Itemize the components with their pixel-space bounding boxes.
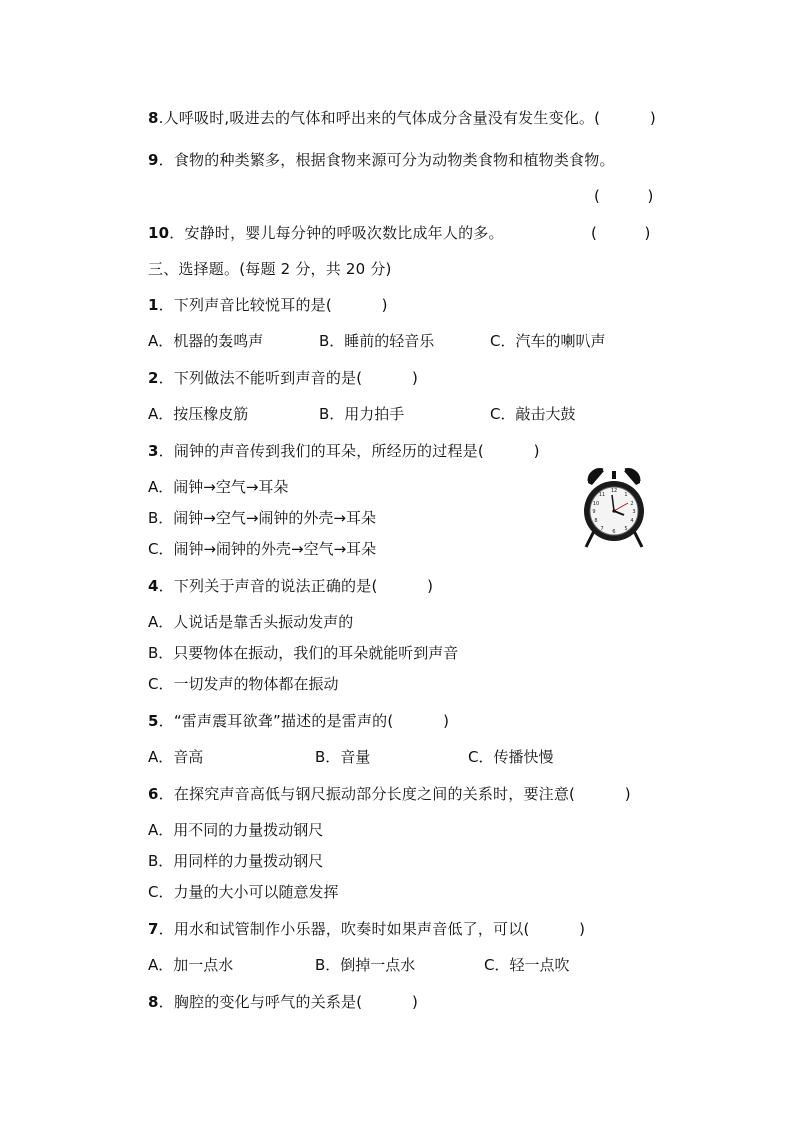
item-number: 6 <box>148 785 159 803</box>
option-a: A．机器的轰鸣声 <box>148 332 264 350</box>
svg-text:9: 9 <box>592 509 596 515</box>
tf-item-10-blank: ( ) <box>591 224 651 242</box>
tf-item-9-blank: ( ) <box>594 187 654 205</box>
option-c: C．一切发声的物体都在振动 <box>148 675 339 693</box>
svg-text:7: 7 <box>600 526 604 532</box>
option-b: B．只要物体在振动，我们的耳朵就能听到声音 <box>148 644 459 662</box>
question-stem: ．用水和试管制作小乐器，吹奏时如果声音低了，可以( ) <box>158 920 586 938</box>
option-b: B．倒掉一点水 <box>315 956 416 974</box>
question-8 <box>148 992 418 1012</box>
option-c: C．力量的大小可以随意发挥 <box>148 883 339 901</box>
option-a: A．加一点水 <box>148 956 234 974</box>
item-number: 1 <box>148 296 159 314</box>
option-a: A．按压橡皮筋 <box>148 405 249 423</box>
svg-text:12: 12 <box>610 488 618 494</box>
item-number: 3 <box>148 442 159 460</box>
question-stem: ．闹钟的声音传到我们的耳朵，所经历的过程是( ) <box>158 442 540 460</box>
question-stem: ．下列关于声音的说法正确的是( ) <box>158 577 434 595</box>
tf-item-10 <box>148 223 504 243</box>
tf-item-9 <box>148 150 615 170</box>
question-7 <box>148 919 585 939</box>
svg-text:1: 1 <box>624 492 628 498</box>
svg-text:3: 3 <box>632 509 636 515</box>
svg-text:5: 5 <box>624 526 628 532</box>
section-heading: 三、选择题。(每题 2 分，共 20 分) <box>148 260 392 278</box>
svg-text:11: 11 <box>598 492 606 498</box>
item-number: 4 <box>148 577 159 595</box>
question-1 <box>148 295 388 315</box>
question-5 <box>148 711 449 731</box>
question-stem: ．胸腔的变化与呼气的关系是( ) <box>158 993 419 1011</box>
option-a: A．人说话是靠舌头振动发声的 <box>148 613 354 631</box>
question-stem: ．下列做法不能听到声音的是( ) <box>158 369 419 387</box>
svg-text:8: 8 <box>594 518 598 524</box>
svg-text:2: 2 <box>630 501 634 507</box>
question-stem: ．下列声音比较悦耳的是( ) <box>158 296 388 314</box>
option-a: A．闹钟→空气→耳朵 <box>148 478 289 496</box>
option-b: B．用力拍手 <box>319 405 405 423</box>
option-a: A．音高 <box>148 748 204 766</box>
option-c: C．闹钟→闹钟的外壳→空气→耳朵 <box>148 540 377 558</box>
option-c: C．轻一点吹 <box>484 956 570 974</box>
option-c: C．敲击大鼓 <box>490 405 576 423</box>
question-3 <box>148 441 540 461</box>
item-text: .人呼吸时,吸进去的气体和呼出来的气体成分含量没有发生变化。( ) <box>158 109 656 127</box>
svg-text:6: 6 <box>612 529 616 535</box>
option-b: B．睡前的轻音乐 <box>319 332 435 350</box>
question-stem: ．在探究声音高低与钢尺振动部分长度之间的关系时，要注意( ) <box>158 785 631 803</box>
item-number: 10 <box>148 224 170 242</box>
alarm-clock-icon <box>582 465 646 549</box>
item-number: 9 <box>148 151 159 169</box>
question-6 <box>148 784 631 804</box>
option-b: B．闹钟→空气→闹钟的外壳→耳朵 <box>148 509 376 527</box>
svg-text:4: 4 <box>630 518 634 524</box>
option-b: B．音量 <box>315 748 371 766</box>
question-4 <box>148 576 433 596</box>
svg-text:10: 10 <box>592 501 600 507</box>
option-c: C．传播快慢 <box>468 748 554 766</box>
option-c: C．汽车的喇叭声 <box>490 332 606 350</box>
item-number: 5 <box>148 712 159 730</box>
question-2 <box>148 368 418 388</box>
item-text: ．安静时，婴儿每分钟的呼吸次数比成年人的多。 <box>169 224 504 242</box>
option-a: A．用不同的力量拨动钢尺 <box>148 821 324 839</box>
item-number: 8 <box>148 993 159 1011</box>
question-stem: ．“雷声震耳欲聋”描述的是雷声的( ) <box>158 712 450 730</box>
option-b: B．用同样的力量拨动钢尺 <box>148 852 324 870</box>
item-number: 8 <box>148 109 159 127</box>
item-number: 7 <box>148 920 159 938</box>
item-text: ．食物的种类繁多，根据食物来源可分为动物类食物和植物类食物。 <box>158 151 615 169</box>
item-number: 2 <box>148 369 159 387</box>
tf-item-8 <box>148 108 656 128</box>
